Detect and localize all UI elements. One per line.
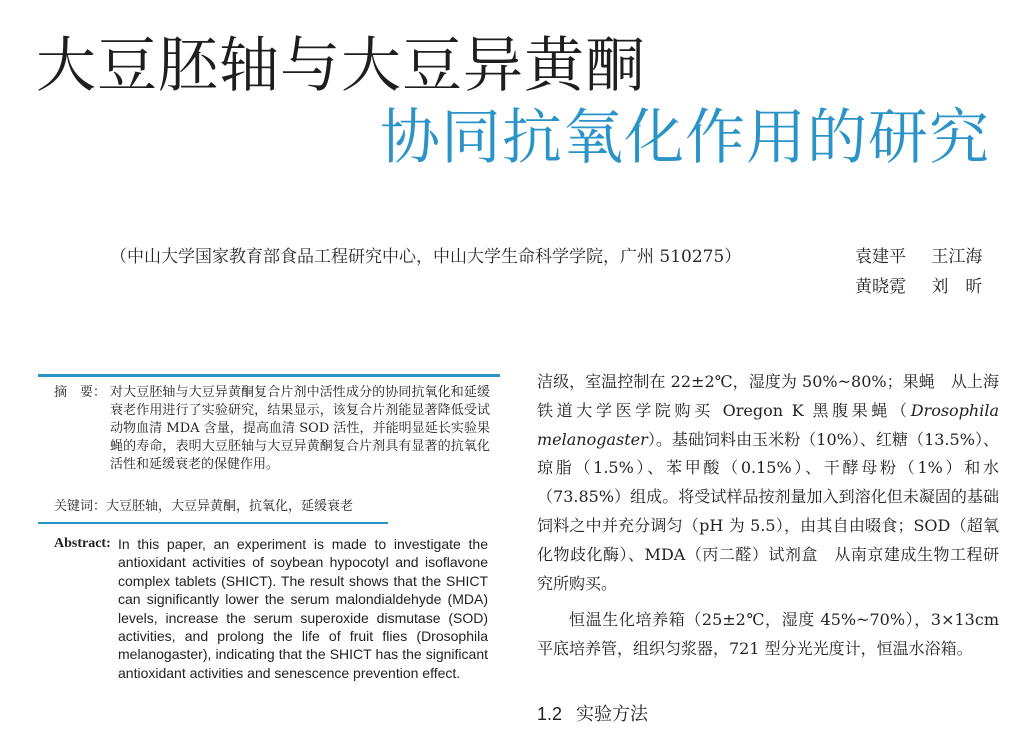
abstract-cn-label: 摘 要： <box>54 385 107 400</box>
abstract-en <box>54 535 488 682</box>
keywords-cn-label: 关键词： <box>54 499 107 514</box>
keywords-rule <box>38 522 388 524</box>
keywords-cn <box>54 498 494 516</box>
author-name: 袁建平 <box>855 247 906 267</box>
author-name: 王江海 <box>931 247 983 267</box>
section-heading <box>537 700 648 729</box>
abstract-en-text: In this paper, an experiment is made to investigate the antioxidant activities of soybean hypocotyl and isoflavone complex tablets (SHICT). The result shows that the SHICT can significantly lower the serum malondialdehyde (MDA) levels, increase the serum superoxide dismutase (SOD) activities, and prolong the life of fruit flies (Drosophila melanogaster), indicating that the SHICT has the significant antioxidant activities and senescence prevention effect. <box>118 536 488 681</box>
body-para1-end: ）。基础饲料由玉米粉（10%）、红糖（13.5%）、琼脂（1.5%）、苯甲酸（0.15%）、干酵母粉（1%）和水（73.85%）组成。将受试样品按剂量加入到溶化但未凝固的基础饲料之中并充分调匀（pH 为 5.5），由其自由啜食；SOD（超氧化物歧化酶）、MDA（丙二醛）试剂盒 从南京建成生物工程研究所购买。 <box>537 429 999 593</box>
authors-line-2 <box>855 276 982 298</box>
author-name: 刘 昕 <box>931 277 983 297</box>
body-column <box>537 368 999 664</box>
body-paragraph-2: 恒温生化培养箱（25±2℃，湿度 45%~70%），3×13cm 平底培养管，组织匀浆器，721 型分光光度计，恒温水浴箱。 <box>537 610 999 659</box>
section-title: 实验方法 <box>576 704 649 725</box>
abstract-cn-text: 对大豆胚轴与大豆异黄酮复合片剂中活性成分的协同抗氧化和延缓衰老作用进行了实验研究，结果显示，该复合片剂能显著降低受试动物血清 MDA 含量，提高血清 SOD 活性，并能明显延长实验果蝇的寿命，表明大豆胚轴与大豆异黄酮复合片剂具有显著的抗氧化活性和延缓衰老的保健作用。 <box>110 385 490 472</box>
title-line-1: 大豆胚轴与大豆异黄酮 <box>36 31 646 101</box>
author-name: 黄晓霓 <box>855 277 906 297</box>
section-number: 1.2 <box>537 704 563 724</box>
title-line-2: 协同抗氧化作用的研究 <box>380 103 990 173</box>
species-name: Drosophila melanogaster <box>537 400 999 449</box>
keywords-cn-text: 大豆胚轴，大豆异黄酮，抗氧化，延缓衰老 <box>106 499 354 514</box>
abstract-en-label: Abstract: <box>54 536 111 551</box>
body-para1-start: 洁级，室温控制在 22±2℃，湿度为 50%~80%；果蝇 从上海铁道大学医学院购买 Oregon K 黑腹果蝇（ <box>537 372 999 420</box>
authors-line-1 <box>855 246 982 268</box>
abstract-cn <box>54 384 490 474</box>
body-paragraph-1 <box>537 368 999 598</box>
abstract-top-rule <box>38 374 500 377</box>
affiliation: （中山大学国家教育部食品工程研究中心，中山大学生命科学学院，广州 510275） <box>110 247 742 267</box>
